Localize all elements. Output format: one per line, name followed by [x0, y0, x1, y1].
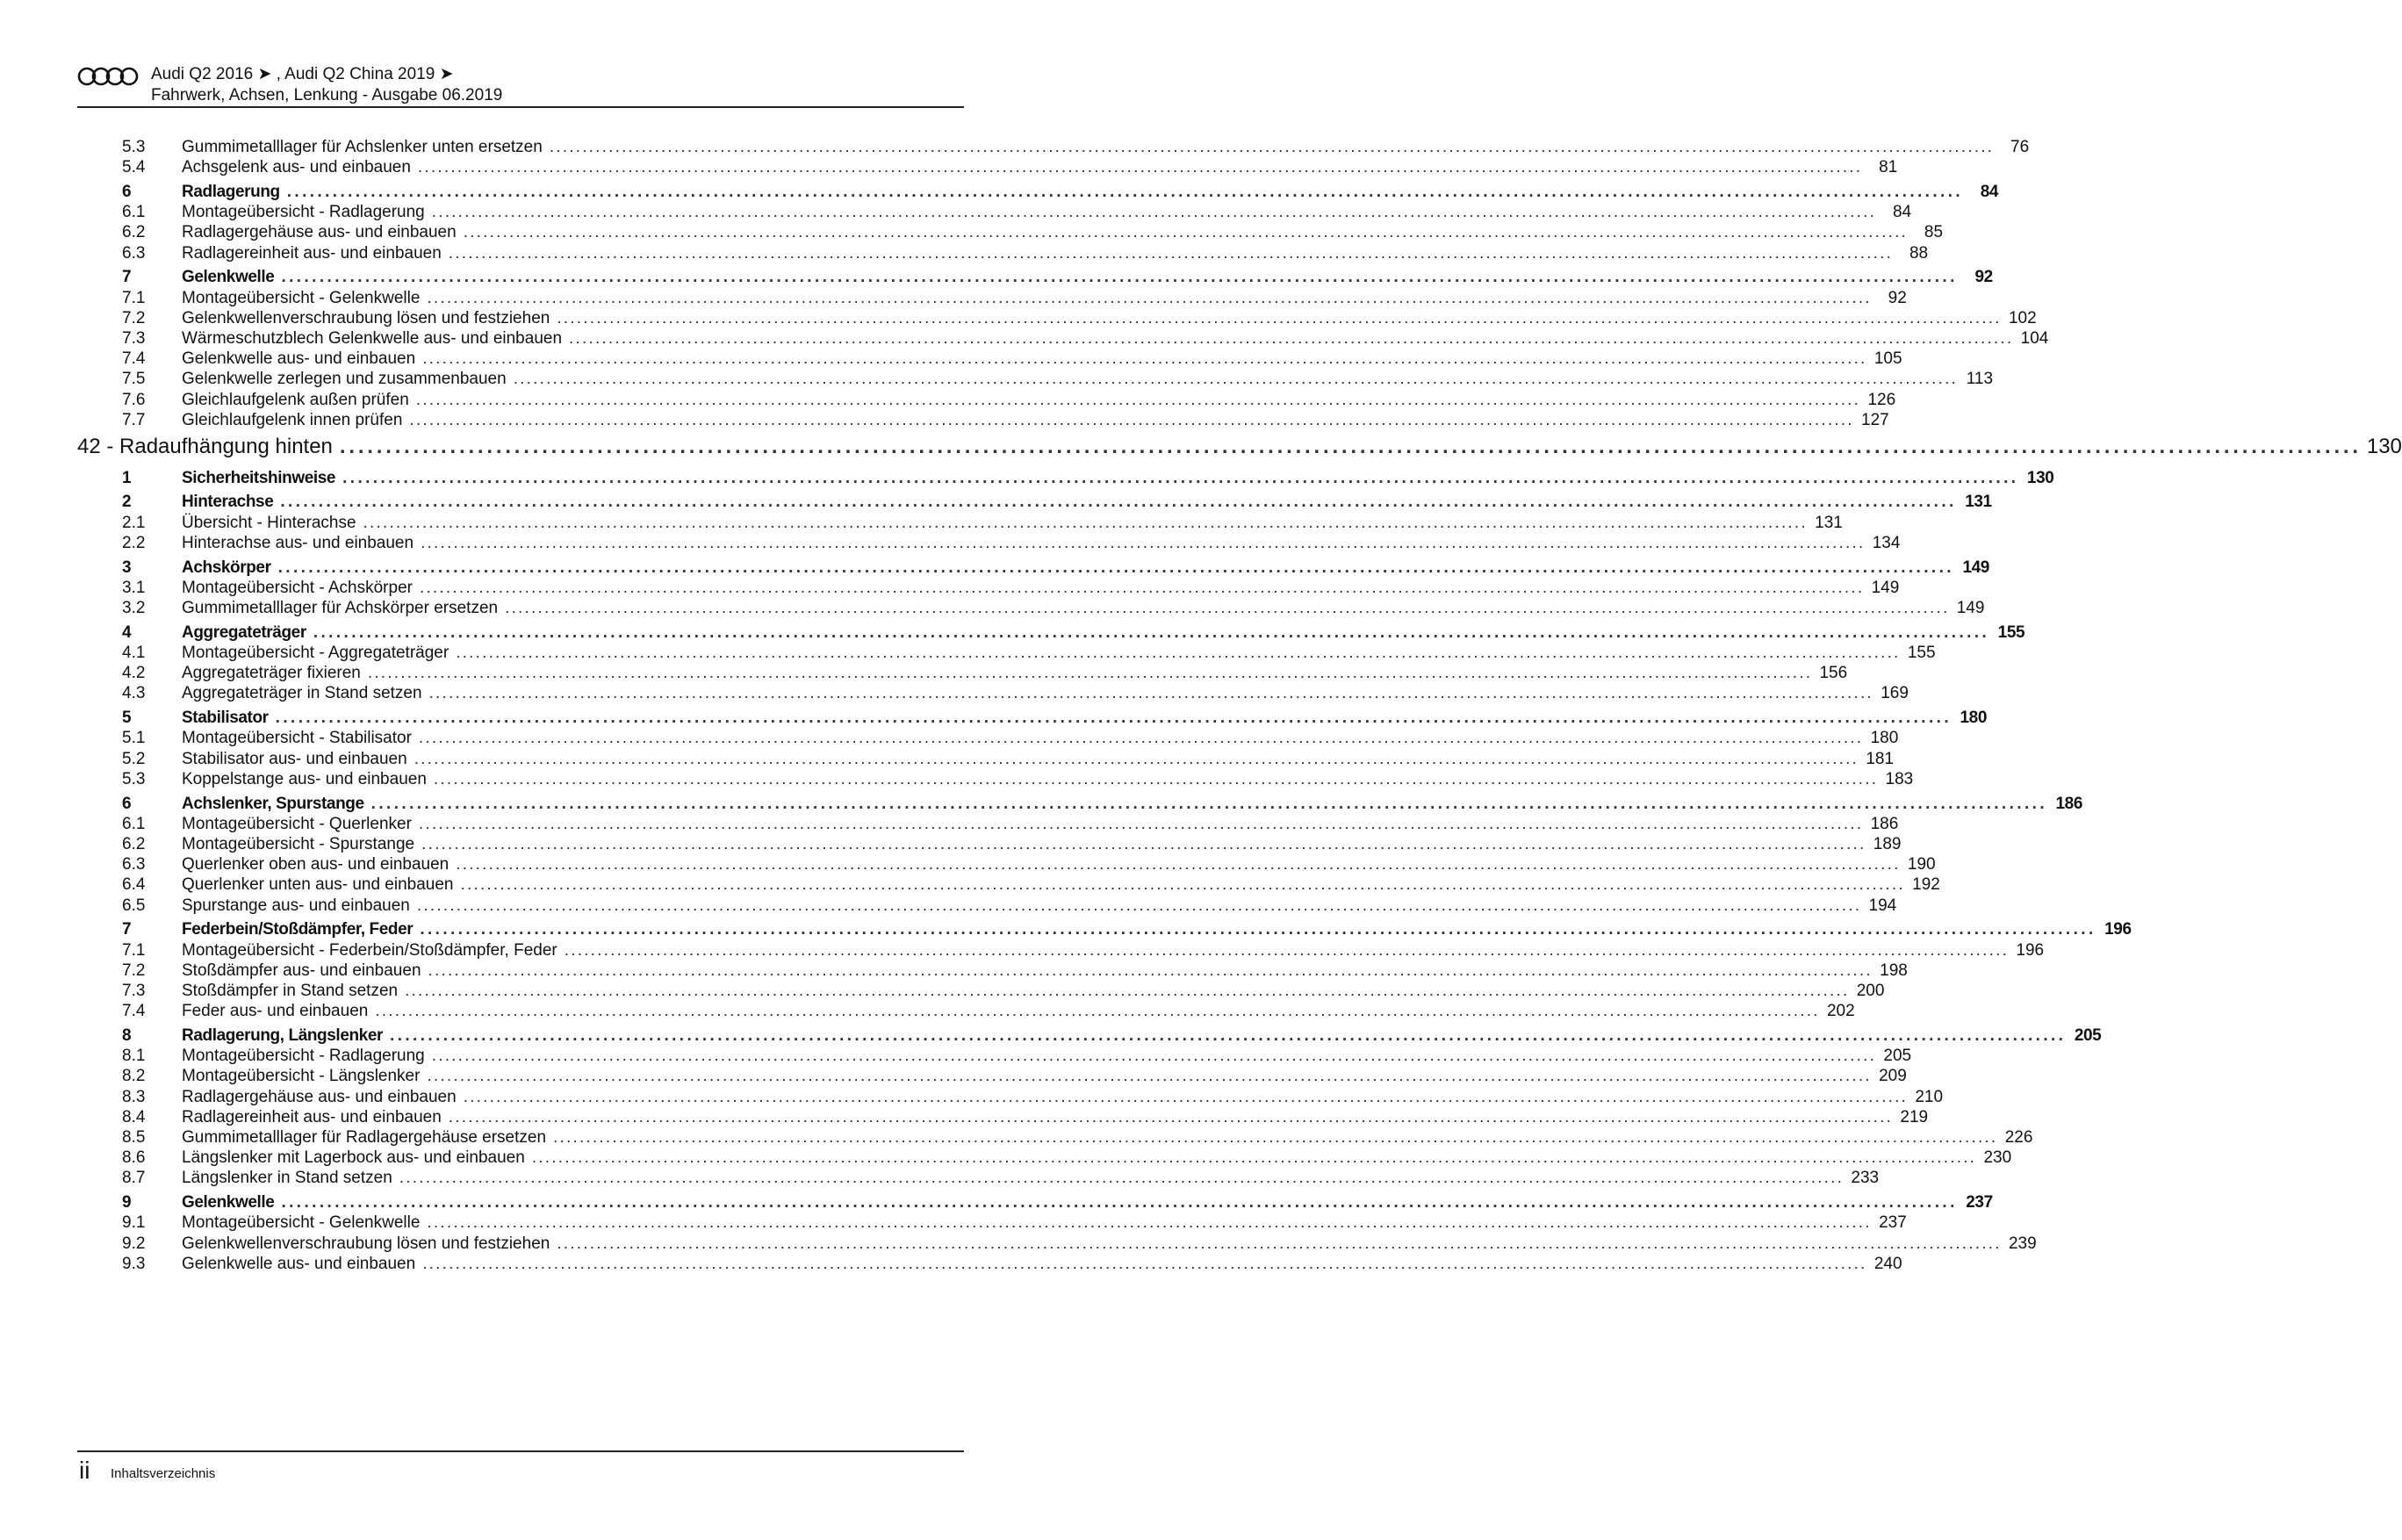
- footer-label: Inhaltsverzeichnis: [111, 1466, 216, 1481]
- toc-entry-number: 8.6: [122, 1148, 146, 1168]
- toc-entry-title: Radlagerung: [182, 183, 280, 201]
- toc-entry-number: 8.5: [122, 1128, 146, 1147]
- toc-entry-page: 155: [1997, 622, 2025, 642]
- toc-entry-title: Montageübersicht - Stabilisator: [182, 729, 412, 748]
- toc-section-row: [122, 1191, 1993, 1214]
- toc-entry-title: Montageübersicht - Gelenkwelle: [182, 288, 421, 307]
- toc-subsection-row: [122, 1253, 1902, 1276]
- toc-entry-title: Radlagergehäuse aus- und einbauen: [182, 223, 457, 242]
- toc-entry-number: 6.1: [122, 814, 146, 833]
- toc-entry-number: 3.1: [122, 578, 146, 597]
- toc-section-row: [122, 181, 1999, 204]
- toc-entry-title: Sicherheitshinweise: [182, 468, 336, 487]
- toc-dot-leader: ............................................................................................................................................................................................................................: [370, 794, 2048, 813]
- toc-dot-leader: ............................................................................................................................................................................................................................: [390, 1026, 2067, 1045]
- toc-entry-title: 42 - Radaufhängung hinten: [77, 435, 333, 458]
- toc-entry-page: 210: [1915, 1087, 1944, 1106]
- toc-entry-page: 183: [1885, 769, 1914, 788]
- toc-entry-title: Gleichlaufgelenk innen prüfen: [182, 410, 403, 429]
- toc-subsection-row: [122, 853, 1936, 876]
- toc-entry-page: 186: [1870, 814, 1899, 833]
- toc-entry-number: 6.1: [122, 203, 146, 222]
- toc-dot-leader: ............................................................................................................................................................................................................................: [460, 875, 1905, 895]
- toc-entry-page: 81: [1879, 158, 1898, 177]
- toc-entry-number: 7.4: [122, 349, 146, 369]
- toc-entry-page: 126: [1867, 390, 1896, 409]
- toc-entry-page: 88: [1909, 243, 1929, 263]
- toc-subsection-row: [122, 221, 1944, 244]
- toc-entry-title: Spurstange aus- und einbauen: [182, 896, 410, 915]
- toc-entry-number: 7.3: [122, 329, 146, 348]
- toc-subsection-row: [122, 532, 1901, 555]
- toc-dot-leader: ............................................................................................................................................................................................................................: [431, 203, 1877, 222]
- toc-entry-page: 180: [1960, 709, 1988, 728]
- toc-entry-number: 7.1: [122, 288, 146, 307]
- toc-entry-number: 6: [122, 183, 132, 201]
- toc-entry-page: 196: [2104, 920, 2132, 939]
- toc-entry-page: 76: [2010, 138, 2030, 156]
- toc-dot-leader: ............................................................................................................................................................................................................................: [428, 961, 1873, 980]
- toc-entry-title: Montageübersicht - Achskörper: [182, 578, 413, 597]
- toc-entry-page: 130: [2026, 468, 2054, 487]
- toc-entry-page: 181: [1866, 749, 1895, 768]
- toc-entry-title: Gelenkwelle: [182, 268, 275, 287]
- toc-entry-page: 200: [1856, 982, 1885, 1000]
- toc-entry-number: 8.1: [122, 1047, 146, 1066]
- toc-entry-page: 198: [1880, 961, 1908, 980]
- toc-entry-title: Achskörper: [182, 558, 271, 577]
- toc-entry-title: Radlagergehäuse aus- und einbauen: [182, 1087, 457, 1106]
- toc-dot-leader: ............................................................................................................................................................................................................................: [414, 749, 1859, 768]
- toc-entry-number: 9.2: [122, 1234, 146, 1253]
- toc-dot-leader: ............................................................................................................................................................................................................................: [553, 1128, 1998, 1147]
- page-header: [77, 61, 964, 107]
- toc-entry-number: 1: [122, 468, 132, 487]
- toc-entry-title: Achslenker, Spurstange: [182, 794, 364, 813]
- toc-entry-page: 156: [1819, 664, 1848, 683]
- toc-entry-title: Montageübersicht - Längslenker: [182, 1067, 421, 1086]
- toc-subsection-row: [122, 833, 1902, 856]
- toc-section-row: [122, 266, 1993, 289]
- toc-dot-leader: ............................................................................................................................................................................................................................: [463, 1087, 1909, 1106]
- toc-dot-leader: ............................................................................................................................................................................................................................: [456, 855, 1901, 874]
- toc-subsection-row: [122, 727, 1899, 750]
- toc-section-row: [122, 793, 2083, 816]
- toc-entry-page: 113: [1966, 370, 1994, 389]
- toc-dot-leader: ............................................................................................................................................................................................................................: [363, 513, 1808, 532]
- toc-entry-title: Gelenkwelle aus- und einbauen: [182, 1254, 416, 1273]
- toc-subsection-row: [122, 895, 1897, 918]
- toc-entry-title: Radlagereinheit aus- und einbauen: [182, 243, 442, 263]
- toc-entry-page: 205: [2074, 1026, 2102, 1045]
- toc-subsection-row: [122, 242, 1929, 265]
- toc-entry-page: 92: [1974, 268, 1993, 287]
- toc-subsection-row: [122, 1106, 1929, 1129]
- toc-entry-title: Hinterachse: [182, 493, 274, 512]
- toc-section-row: [122, 918, 2132, 941]
- toc-entry-number: 7.7: [122, 410, 146, 429]
- toc-entry-page: 205: [1883, 1047, 1912, 1066]
- toc-entry-number: 6.3: [122, 855, 146, 874]
- toc-dot-leader: ............................................................................................................................................................................................................................: [564, 940, 2010, 960]
- toc-dot-leader: ............................................................................................................................................................................................................................: [569, 329, 2014, 348]
- toc-entry-page: 85: [1924, 223, 1944, 242]
- toc-entry-page: 131: [1965, 493, 1992, 512]
- toc-entry-number: 2.2: [122, 533, 146, 552]
- toc-entry-page: 194: [1868, 896, 1897, 915]
- toc-entry-number: 4.3: [122, 684, 146, 703]
- toc-entry-page: 240: [1873, 1254, 1902, 1273]
- toc-dot-leader: ............................................................................................................................................................................................................................: [281, 1193, 1958, 1213]
- toc-dot-leader: ............................................................................................................................................................................................................................: [428, 684, 1873, 703]
- toc-entry-number: 4.1: [122, 644, 146, 662]
- toc-entry-title: Gleichlaufgelenk außen prüfen: [182, 390, 409, 409]
- toc-dot-leader: ............................................................................................................................................................................................................................: [367, 664, 1813, 683]
- toc-subsection-row: [122, 874, 1940, 896]
- toc-subsection-row: [122, 748, 1895, 771]
- toc-entry-page: 104: [2020, 329, 2049, 348]
- toc-entry-number: 8: [122, 1026, 132, 1045]
- toc-dot-leader: ............................................................................................................................................................................................................................: [415, 390, 1861, 409]
- toc-subsection-row: [122, 327, 2049, 350]
- toc-entry-number: 6.5: [122, 896, 146, 915]
- toc-entry-title: Gelenkwellenverschraubung lösen und festziehen: [182, 1234, 550, 1253]
- toc-entry-page: 226: [2004, 1128, 2033, 1147]
- toc-entry-number: 8.4: [122, 1107, 146, 1126]
- toc-dot-leader: ............................................................................................................................................................................................................................: [456, 644, 1901, 662]
- toc-entry-number: 6.4: [122, 875, 146, 895]
- toc-dot-leader: ............................................................................................................................................................................................................................: [505, 599, 1950, 617]
- toc-entry-number: 9: [122, 1193, 132, 1213]
- toc-dot-leader: ............................................................................................................................................................................................................................: [422, 1254, 1867, 1273]
- toc-subsection-row: [122, 960, 1908, 982]
- toc-entry-title: Übersicht - Hinterachse: [182, 513, 356, 532]
- toc-dot-leader: ............................................................................................................................................................................................................................: [375, 1002, 1820, 1021]
- toc-subsection-row: [122, 156, 1898, 179]
- toc-entry-title: Hinterachse aus- und einbauen: [182, 533, 414, 552]
- toc-subsection-row: [122, 813, 1899, 836]
- toc-subsection-row: [122, 1126, 2033, 1149]
- toc-entry-page: 196: [2016, 940, 2045, 960]
- toc-entry-page: 180: [1870, 729, 1899, 748]
- toc-entry-page: 105: [1873, 349, 1902, 369]
- toc-entry-page: 237: [1966, 1193, 1993, 1213]
- toc-entry-number: 8.2: [122, 1067, 146, 1086]
- toc-subsection-row: [122, 136, 2030, 159]
- toc-dot-leader: ............................................................................................................................................................................................................................: [421, 533, 1866, 552]
- toc-entry-page: 239: [2008, 1234, 2037, 1253]
- toc-dot-leader: ............................................................................................................................................................................................................................: [427, 288, 1872, 307]
- toc-entry-number: 6: [122, 794, 132, 813]
- toc-entry-number: 5.3: [122, 769, 146, 788]
- toc-entry-title: Gelenkwelle aus- und einbauen: [182, 349, 416, 369]
- toc-entry-number: 8.3: [122, 1087, 146, 1106]
- toc-entry-page: 237: [1879, 1213, 1907, 1233]
- toc-entry-title: Stoßdämpfer aus- und einbauen: [182, 961, 421, 980]
- toc-entry-number: 4.2: [122, 664, 146, 683]
- toc-subsection-row: [122, 389, 1896, 412]
- toc-entry-page: 192: [1912, 875, 1940, 895]
- toc-entry-number: 7.1: [122, 940, 146, 960]
- toc-dot-leader: ............................................................................................................................................................................................................................: [427, 1213, 1872, 1233]
- toc-subsection-row: [122, 368, 1994, 391]
- toc-entry-number: 5.3: [122, 138, 146, 156]
- toc-dot-leader: ............................................................................................................................................................................................................................: [448, 1107, 1894, 1126]
- header-manual-line: Fahrwerk, Achsen, Lenkung - Ausgabe 06.2019: [151, 86, 503, 104]
- toc-entry-title: Längslenker mit Lagerbock aus- und einbauen: [182, 1148, 525, 1168]
- toc-dot-leader: ............................................................................................................................................................................................................................: [513, 370, 1959, 389]
- toc-entry-title: Radlagereinheit aus- und einbauen: [182, 1107, 442, 1126]
- toc-entry-page: 84: [1980, 183, 1999, 201]
- toc-entry-number: 5.1: [122, 729, 146, 748]
- toc-entry-page: 186: [2055, 794, 2083, 813]
- toc-entry-page: 149: [1956, 599, 1985, 617]
- toc-entry-title: Stabilisator: [182, 709, 269, 728]
- toc-entry-number: 5: [122, 709, 132, 728]
- toc-entry-page: 84: [1892, 203, 1912, 222]
- toc-entry-number: 7.2: [122, 961, 146, 980]
- toc-dot-leader: ............................................................................................................................................................................................................................: [275, 709, 1953, 728]
- toc-entry-title: Montageübersicht - Querlenker: [182, 814, 412, 833]
- toc-dot-leader: ............................................................................................................................................................................................................................: [419, 578, 1865, 597]
- toc-entry-number: 7.6: [122, 390, 146, 409]
- toc-subsection-row: [122, 577, 1900, 600]
- toc-entry-title: Längslenker in Stand setzen: [182, 1169, 392, 1188]
- toc-subsection-row: [122, 307, 2037, 330]
- toc-entry-number: 7.5: [122, 370, 146, 389]
- toc-subsection-row: [122, 1065, 1907, 1088]
- toc-entry-title: Wärmeschutzblech Gelenkwelle aus- und einbauen: [182, 329, 563, 348]
- toc-entry-title: Montageübersicht - Radlagerung: [182, 1047, 425, 1066]
- toc-entry-title: Montageübersicht - Federbein/Stoßdämpfer, Feder: [182, 940, 557, 960]
- toc-dot-leader: ............................................................................................................................................................................................................................: [549, 138, 1995, 156]
- toc-dot-leader: ............................................................................................................................................................................................................................: [409, 410, 1854, 429]
- toc-entry-title: Montageübersicht - Aggregateträger: [182, 644, 449, 662]
- toc-entry-title: Stabilisator aus- und einbauen: [182, 749, 407, 768]
- toc-entry-title: Radlagerung, Längslenker: [182, 1026, 384, 1045]
- toc-subsection-row: [122, 662, 1848, 685]
- toc-entry-page: 149: [1962, 558, 1989, 577]
- toc-entry-number: 7: [122, 268, 132, 287]
- toc-section-row: [122, 707, 1988, 730]
- toc-dot-leader: ............................................................................................................................................................................................................................: [280, 493, 1957, 512]
- toc-entry-title: Gummimetalllager für Achslenker unten ersetzen: [182, 138, 543, 156]
- toc-entry-page: 230: [1983, 1148, 2012, 1168]
- toc-subsection-row: [122, 1045, 1912, 1068]
- footer-divider: [77, 1450, 964, 1452]
- toc-entry-number: 2: [122, 493, 132, 512]
- toc-entry-page: 169: [1881, 684, 1909, 703]
- toc-dot-leader: ............................................................................................................................................................................................................................: [421, 835, 1866, 853]
- toc-dot-leader: ............................................................................................................................................................................................................................: [416, 896, 1862, 915]
- toc-entry-title: Stoßdämpfer in Stand setzen: [182, 982, 399, 1000]
- toc-entry-title: Aggregateträger fixieren: [182, 664, 361, 683]
- toc-entry-page: 202: [1826, 1002, 1855, 1021]
- toc-entry-title: Aggregateträger in Stand setzen: [182, 684, 422, 703]
- toc-subsection-row: [122, 682, 1909, 705]
- toc-dot-leader: ............................................................................................................................................................................................................................: [277, 558, 1954, 577]
- toc-entry-number: 5.4: [122, 158, 146, 177]
- toc-entry-number: 7.4: [122, 1002, 146, 1021]
- toc-entry-number: 8.7: [122, 1169, 146, 1188]
- toc-dot-leader: ............................................................................................................................................................................................................................: [281, 268, 1958, 287]
- toc-entry-number: 5.2: [122, 749, 146, 768]
- toc-entry-title: Achsgelenk aus- und einbauen: [182, 158, 411, 177]
- toc-dot-leader: ............................................................................................................................................................................................................................: [339, 435, 2362, 458]
- toc-entry-number: 2.1: [122, 513, 146, 532]
- toc-entry-title: Querlenker oben aus- und einbauen: [182, 855, 449, 874]
- toc-entry-title: Gummimetalllager für Radlagergehäuse ersetzen: [182, 1128, 547, 1147]
- toc-entry-title: Montageübersicht - Gelenkwelle: [182, 1213, 421, 1233]
- header-divider: [77, 106, 964, 108]
- audi-rings-icon: [77, 65, 139, 88]
- toc-entry-title: Gummimetalllager für Achskörper ersetzen: [182, 599, 499, 617]
- toc-dot-leader: ............................................................................................................................................................................................................................: [418, 814, 1864, 833]
- toc-dot-leader: ............................................................................................................................................................................................................................: [431, 1047, 1877, 1066]
- toc-dot-leader: ............................................................................................................................................................................................................................: [463, 223, 1909, 242]
- toc-entry-page: 102: [2008, 308, 2037, 327]
- toc-subsection-row: [122, 768, 1914, 791]
- toc-subsection-row: [122, 1233, 2037, 1256]
- toc-entry-page: 134: [1872, 533, 1901, 552]
- toc-dot-leader: ............................................................................................................................................................................................................................: [313, 622, 1990, 642]
- toc-dot-leader: ............................................................................................................................................................................................................................: [557, 308, 2002, 327]
- toc-dot-leader: ............................................................................................................................................................................................................................: [418, 729, 1864, 748]
- toc-dot-leader: ............................................................................................................................................................................................................................: [286, 183, 1964, 201]
- toc-entry-number: 6.2: [122, 223, 146, 242]
- toc-section-row: [122, 1025, 2102, 1047]
- toc-dot-leader: ............................................................................................................................................................................................................................: [422, 349, 1867, 369]
- toc-entry-number: 6.2: [122, 835, 146, 853]
- toc-entry-number: 3: [122, 558, 132, 577]
- toc-subsection-row: [122, 597, 1985, 620]
- toc-dot-leader: ............................................................................................................................................................................................................................: [448, 243, 1894, 263]
- toc-chapter-row: [77, 433, 2402, 461]
- toc-entry-page: 189: [1873, 835, 1902, 853]
- toc-entry-page: 209: [1879, 1067, 1907, 1086]
- toc-entry-number: 9.3: [122, 1254, 146, 1273]
- toc-entry-page: 233: [1851, 1169, 1880, 1188]
- toc-dot-leader: ............................................................................................................................................................................................................................: [399, 1169, 1845, 1188]
- toc-dot-leader: ............................................................................................................................................................................................................................: [405, 982, 1850, 1000]
- toc-entry-title: Federbein/Stoßdämpfer, Feder: [182, 920, 414, 939]
- toc-entry-page: 190: [1907, 855, 1936, 874]
- toc-subsection-row: [122, 287, 1907, 310]
- toc-entry-page: 92: [1888, 288, 1907, 307]
- toc-entry-title: Koppelstange aus- und einbauen: [182, 769, 427, 788]
- toc-section-row: [122, 491, 1992, 514]
- toc-dot-leader: ............................................................................................................................................................................................................................: [557, 1234, 2002, 1253]
- toc-subsection-row: [122, 1147, 2012, 1169]
- toc-entry-title: Gelenkwelle zerlegen und zusammenbauen: [182, 370, 507, 389]
- toc-entry-title: Querlenker unten aus- und einbauen: [182, 875, 454, 895]
- toc-dot-leader: ............................................................................................................................................................................................................................: [420, 920, 2096, 939]
- toc-subsection-row: [122, 1167, 1880, 1190]
- toc-entry-title: Feder aus- und einbauen: [182, 1002, 369, 1021]
- toc-entry-number: 3.2: [122, 599, 146, 617]
- toc-subsection-row: [122, 409, 1889, 432]
- toc-entry-page: 130: [2366, 435, 2402, 458]
- toc-entry-number: 7.2: [122, 308, 146, 327]
- toc-entry-title: Montageübersicht - Spurstange: [182, 835, 415, 853]
- toc-entry-page: 127: [1861, 410, 1889, 429]
- toc-dot-leader: ............................................................................................................................................................................................................................: [417, 158, 1863, 177]
- toc-subsection-row: [122, 1212, 1907, 1234]
- toc-subsection-row: [122, 512, 1843, 535]
- toc-subsection-row: [122, 348, 1902, 371]
- toc-subsection-row: [122, 939, 2045, 962]
- toc-entry-title: Gelenkwelle: [182, 1193, 275, 1213]
- toc-entry-title: Aggregateträger: [182, 622, 306, 642]
- toc-entry-number: 4: [122, 622, 132, 642]
- toc-subsection-row: [122, 1086, 1944, 1109]
- toc-entry-page: 155: [1907, 644, 1936, 662]
- toc-dot-leader: ............................................................................................................................................................................................................................: [531, 1148, 1977, 1168]
- toc-dot-leader: ............................................................................................................................................................................................................................: [427, 1067, 1872, 1086]
- toc-section-row: [122, 622, 2025, 644]
- toc-entry-number: 9.1: [122, 1213, 146, 1233]
- toc-entry-page: 149: [1871, 578, 1900, 597]
- toc-entry-page: 131: [1815, 513, 1843, 532]
- toc-entry-title: Gelenkwellenverschraubung lösen und festziehen: [182, 308, 550, 327]
- toc-subsection-row: [122, 642, 1936, 665]
- toc-dot-leader: ............................................................................................................................................................................................................................: [433, 769, 1879, 788]
- toc-entry-page: 219: [1900, 1107, 1929, 1126]
- toc-entry-number: 6.3: [122, 243, 146, 263]
- toc-subsection-row: [122, 201, 1912, 224]
- toc-section-row: [122, 467, 2054, 490]
- header-vehicle-line: Audi Q2 2016 ➤ , Audi Q2 China 2019 ➤: [151, 65, 454, 83]
- toc-subsection-row: [122, 1000, 1855, 1023]
- toc-subsection-row: [122, 980, 1885, 1003]
- toc-section-row: [122, 557, 1989, 579]
- toc-entry-title: Montageübersicht - Radlagerung: [182, 203, 425, 222]
- toc-dot-leader: ............................................................................................................................................................................................................................: [342, 468, 2019, 487]
- toc-entry-number: 7.3: [122, 982, 146, 1000]
- toc-entry-number: 7: [122, 920, 132, 939]
- footer-page-number: ii: [79, 1457, 90, 1484]
